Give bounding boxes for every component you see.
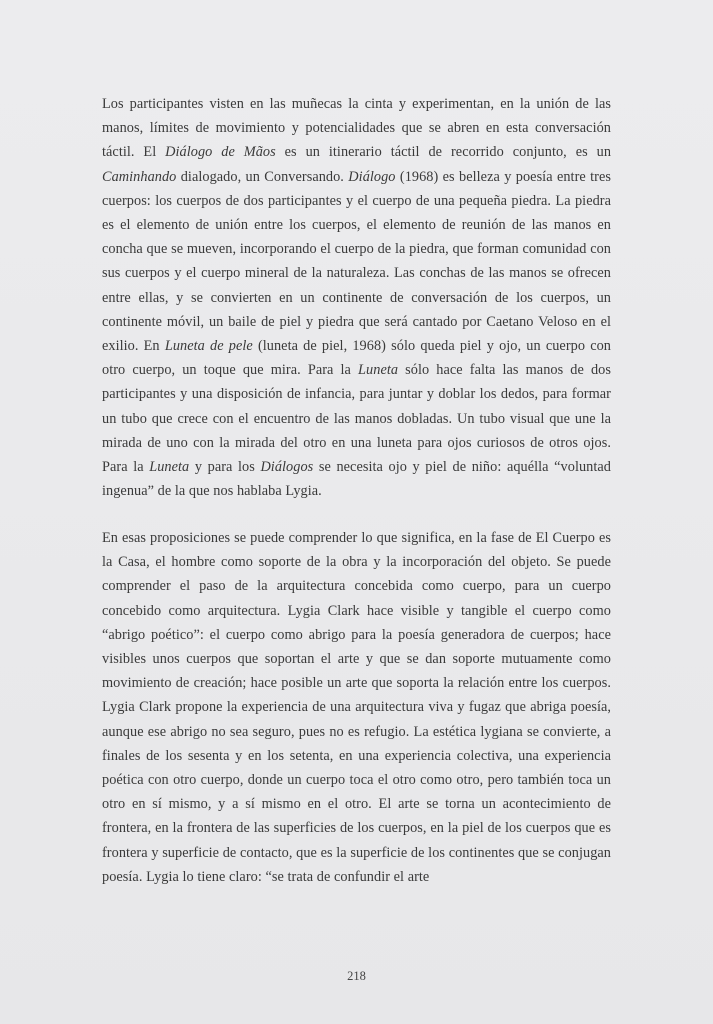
text-run: sólo hace falta las manos de dos participantes y una disposición de infancia, para juntar y doblar los dedos, para formar un tubo que crece con el encuentro de las manos dobladas. Un tubo visual que une la mirada de uno con la mirada del otro en una luneta para ojos curiosos de otros ojos. Para la	[102, 362, 611, 476]
italic-title-dialogo: Diálogo	[348, 168, 396, 185]
italic-title-luneta: Luneta	[149, 459, 190, 476]
text-run: es un itinerario táctil de recorrido conjunto, es un	[275, 144, 612, 161]
italic-title-luneta: Luneta	[358, 362, 399, 379]
body-paragraph-2	[102, 526, 611, 889]
body-paragraph-1	[102, 92, 611, 503]
text-run: dialogado, un Conversando.	[176, 168, 349, 185]
paragraph-2-text: En esas proposiciones se puede comprender lo que significa, en la fase de El Cuerpo es la Casa, el hombre como soporte de la obra y la incorporación del objeto. Se puede comprender el paso de la arquitectura concebida como cuerpo, para un cuerpo concebido como arquitectura. Lygia Clark hace visible y tangible el cuerpo como “abrigo poético”: el cuerpo como abrigo para la poesía generadora de cuerpos; hace visibles unos cuerpos que soportan el arte y que se dan soporte mutuamente como movimiento de creación; hace posible un arte que soporta la relación entre los cuerpos. Lygia Clark propone la experiencia de una arquitectura viva y fugaz que abriga poesía, aunque ese abrigo no sea seguro, pues no es refugio. La estética lygiana se convierte, a finales de los sesenta y en los setenta, en una experiencia colectiva, una experiencia poética con otro cuerpo, donde un cuerpo toca el otro como otro, pero también toca un otro en sí mismo, y a sí mismo en el otro. El arte se torna un acontecimiento de frontera, en la frontera de las superficies de los cuerpos, en la piel de los cuerpos que es frontera y superficie de contacto, que es la superficie de los continentes que se conjugan poesía. Lygia lo tiene claro: “se trata de confundir el arte	[102, 530, 611, 885]
paragraph-1-text	[102, 92, 611, 503]
italic-title-dialogos: Diálogos	[260, 459, 314, 476]
text-run: y para los	[189, 459, 261, 476]
page-number: 218	[347, 969, 366, 983]
italic-title-luneta-de-pele: Luneta de pele	[164, 338, 253, 355]
italic-title-dialogo-de-maos: Diálogo de Mãos	[165, 144, 276, 161]
text-run: Los participantes visten en las muñecas la cinta y experimentan, en la unión de las manos, límites de movimiento y potencialidades que se abren en esta conversación táctil. El	[102, 96, 611, 161]
text-run: (luneta de piel, 1968) sólo queda piel y ojo, un cuerpo con otro cuerpo, un toque que mira. Para la	[102, 338, 612, 379]
text-run: se necesita ojo y piel de niño: aquélla “voluntad ingenua” de la que nos hablaba Lygia.	[102, 459, 611, 500]
italic-title-caminhando: Caminhando	[102, 168, 177, 185]
text-run: (1968) es belleza y poesía entre tres cuerpos: los cuerpos de dos participantes y el cuerpo de una pequeña piedra. La piedra es el elemento de unión entre los cuerpos, el elemento de reunión de las manos en concha que se mueven, incorporando el cuerpo de la piedra, que forman comunidad con sus cuerpos y el cuerpo mineral de la naturaleza. Las conchas de las manos se ofrecen entre ellas, y se convierten en un continente de conversación de los cuerpos, un continente móvil, un baile de piel y piedra que será cantado por Caetano Veloso en el exilio. En	[102, 168, 611, 355]
